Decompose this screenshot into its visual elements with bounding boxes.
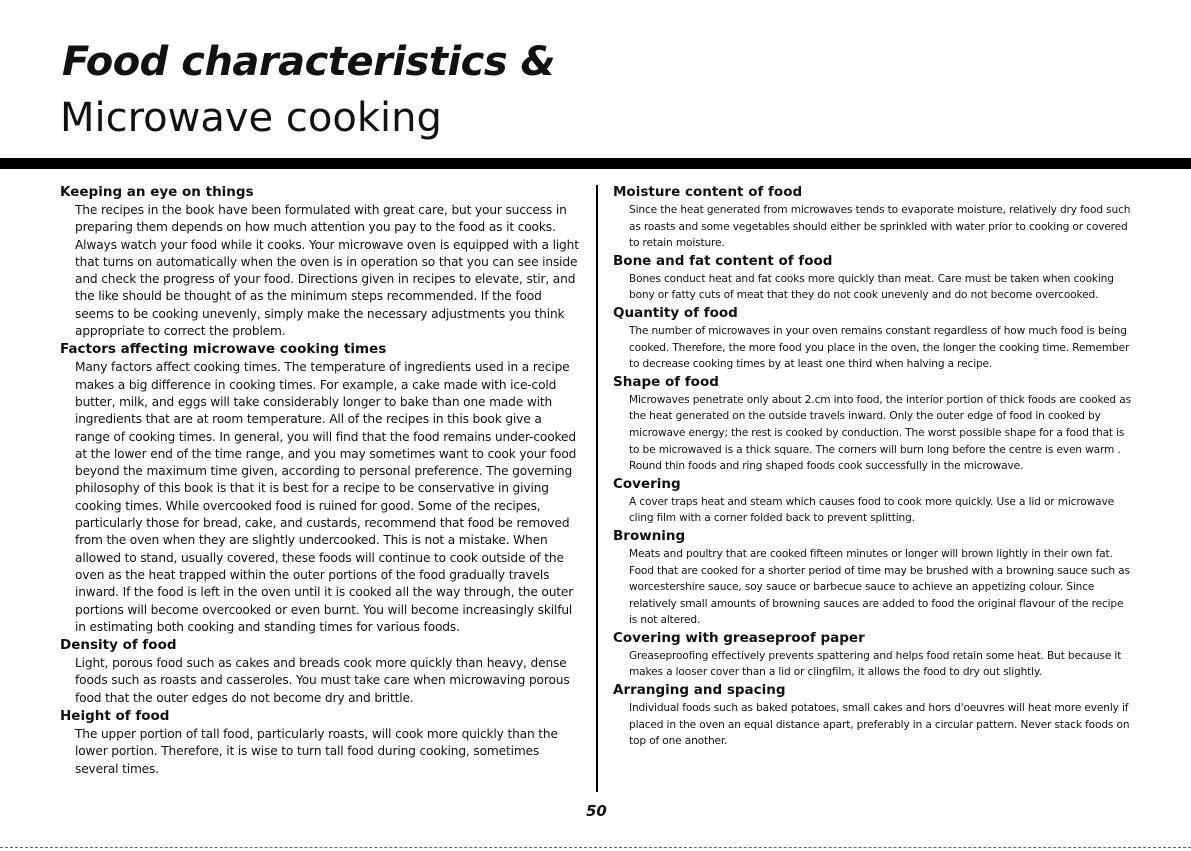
section-body: The recipes in the book have been formulated with great care, but your success in preparing them depends on how much attention you pay to the food as it cooks. Always watch your food while it cooks. Your microwave oven is equipped with a light that turns on automatically when the oven is in operation so that you can see inside and check the progress of your food. Directions given in recipes to elevate, stir, and the like should be thought of as the minimum steps recommended. If the food seems to be cooking unevenly, simply make the necessary adjustments you think appropriate to correct the problem. <box>75 203 579 339</box>
section-moisture <box>613 183 1133 252</box>
section-heading: Covering with greaseproof paper <box>613 629 865 646</box>
section-body: Microwaves penetrate only about 2.cm into food, the interior portion of thick foods are cooked as the heat generated on the outside travels inward. Only the outer edge of food in cooked by microwave energy; the rest is cooked by conduction. The worst possible shape for a food that is to be microwaved is a thick square. The corners will burn long before the centre is even warm . Round thin foods and ring shaped foods cook successfully in the microwave. <box>629 393 1131 473</box>
section-shape <box>613 373 1133 475</box>
section-body: Light, porous food such as cakes and breads cook more quickly than heavy, dense foods such as roasts and casseroles. You must take care when microwaving porous food that the outer edges do not become dry and brittle. <box>75 656 570 705</box>
section-heading: Height of food <box>60 708 170 725</box>
section-heading: Factors affecting microwave cooking times <box>60 341 387 358</box>
section-arranging <box>613 681 1133 750</box>
page-subtitle: Microwave cooking <box>60 95 442 141</box>
section-body: Bones conduct heat and fat cooks more quickly than meat. Care must be taken when cooking bony or fatty cuts of meat that they do not cook unevenly and do not become overcooked. <box>629 272 1114 302</box>
section-body: A cover traps heat and steam which causes food to cook more quickly. Use a lid or microwave cling film with a corner folded back to prevent splitting. <box>629 495 1114 525</box>
left-column <box>60 183 580 778</box>
section-body: The number of microwaves in your oven remains constant regardless of how much food is being cooked. Therefore, the more food you place in the oven, the longer the cooking time. Remember to decrease cooking times by at least one third when halving a recipe. <box>629 324 1130 371</box>
section-heading: Bone and fat content of food <box>613 252 833 269</box>
header-rule <box>0 158 1191 169</box>
section-body: Meats and poultry that are cooked fifteen minutes or longer will brown lightly in their own fat. Food that are cooked for a shorter period of time may be brushed with a browning sauce such as worcestershire sauce, soy sauce or barbecue sauce to achieve an appetizing colour. Since relatively small amounts of browning sauces are added to food the original flavour of the recipe is not altered. <box>629 547 1130 627</box>
section-heading: Quantity of food <box>613 304 738 321</box>
section-heading: Density of food <box>60 637 177 654</box>
section-cooking-times <box>60 340 580 636</box>
section-body: Many factors affect cooking times. The temperature of ingredients used in a recipe makes a big difference in cooking times. For example, a cake made with ice-cold butter, milk, and eggs will take considerably longer to bake than one made with ingredients that are at room temperature. All of the recipes in this book give a range of cooking times. In general, you will find that the food remains under-cooked at the lower end of the time range, and you may sometimes want to cook your food beyond the maximum time given, according to personal preference. The governing philosophy of this book is that it is best for a recipe to be conservative in giving cooking times. While overcooked food is ruined for good. Some of the recipes, particularly those for bread, cake, and custards, recommend that food be removed from the oven when they are slightly undercooked. This is not a mistake. When allowed to stand, usually covered, these foods will continue to cook outside of the oven as the heat trapped within the outer portions of the food gradually travels inward. If the food is left in the oven until it is cooked all the way through, the outer portions will become overcooked or even burnt. You will become increasingly skilful in estimating both cooking and standing times for various foods. <box>75 360 577 634</box>
section-heading: Shape of food <box>613 373 719 390</box>
section-heading: Moisture content of food <box>613 184 803 200</box>
section-browning <box>613 527 1133 629</box>
section-covering <box>613 475 1133 527</box>
right-column <box>613 183 1133 750</box>
section-body: Since the heat generated from microwaves tends to evaporate moisture, relatively dry food such as roasts and some vegetables should either be sprinkled with water prior to cooking or covered to retain moisture. <box>629 204 1131 250</box>
section-heading: Keeping an eye on things <box>60 184 254 200</box>
section-body: The upper portion of tall food, particularly roasts, will cook more quickly than the lower portion. Therefore, it is wise to turn tall food during cooking, sometimes several times. <box>75 727 558 776</box>
section-body: Individual foods such as baked potatoes, small cakes and hors d'oeuvres will heat more evenly if placed in the oven an equal distance apart, preferably in a circular pattern. Never stack foods on top of one another. <box>629 702 1130 748</box>
section-keeping-an-eye <box>60 183 580 340</box>
section-height <box>60 707 580 778</box>
section-body: Greaseproofing effectively prevents spattering and helps food retain some heat. But because it makes a looser cover than a lid or clingfilm, it allows the food to dry out slightly. <box>629 649 1122 679</box>
page-number: 50 <box>586 802 607 820</box>
page-title: Food characteristics & <box>62 39 556 85</box>
footer-line <box>0 847 1191 848</box>
section-heading: Covering <box>613 475 681 492</box>
section-density <box>60 636 580 707</box>
section-greaseproof <box>613 629 1133 681</box>
section-heading: Browning <box>613 527 686 544</box>
column-divider <box>596 185 598 792</box>
section-bone-fat <box>613 252 1133 304</box>
section-heading: Arranging and spacing <box>613 682 786 699</box>
section-quantity <box>613 304 1133 373</box>
